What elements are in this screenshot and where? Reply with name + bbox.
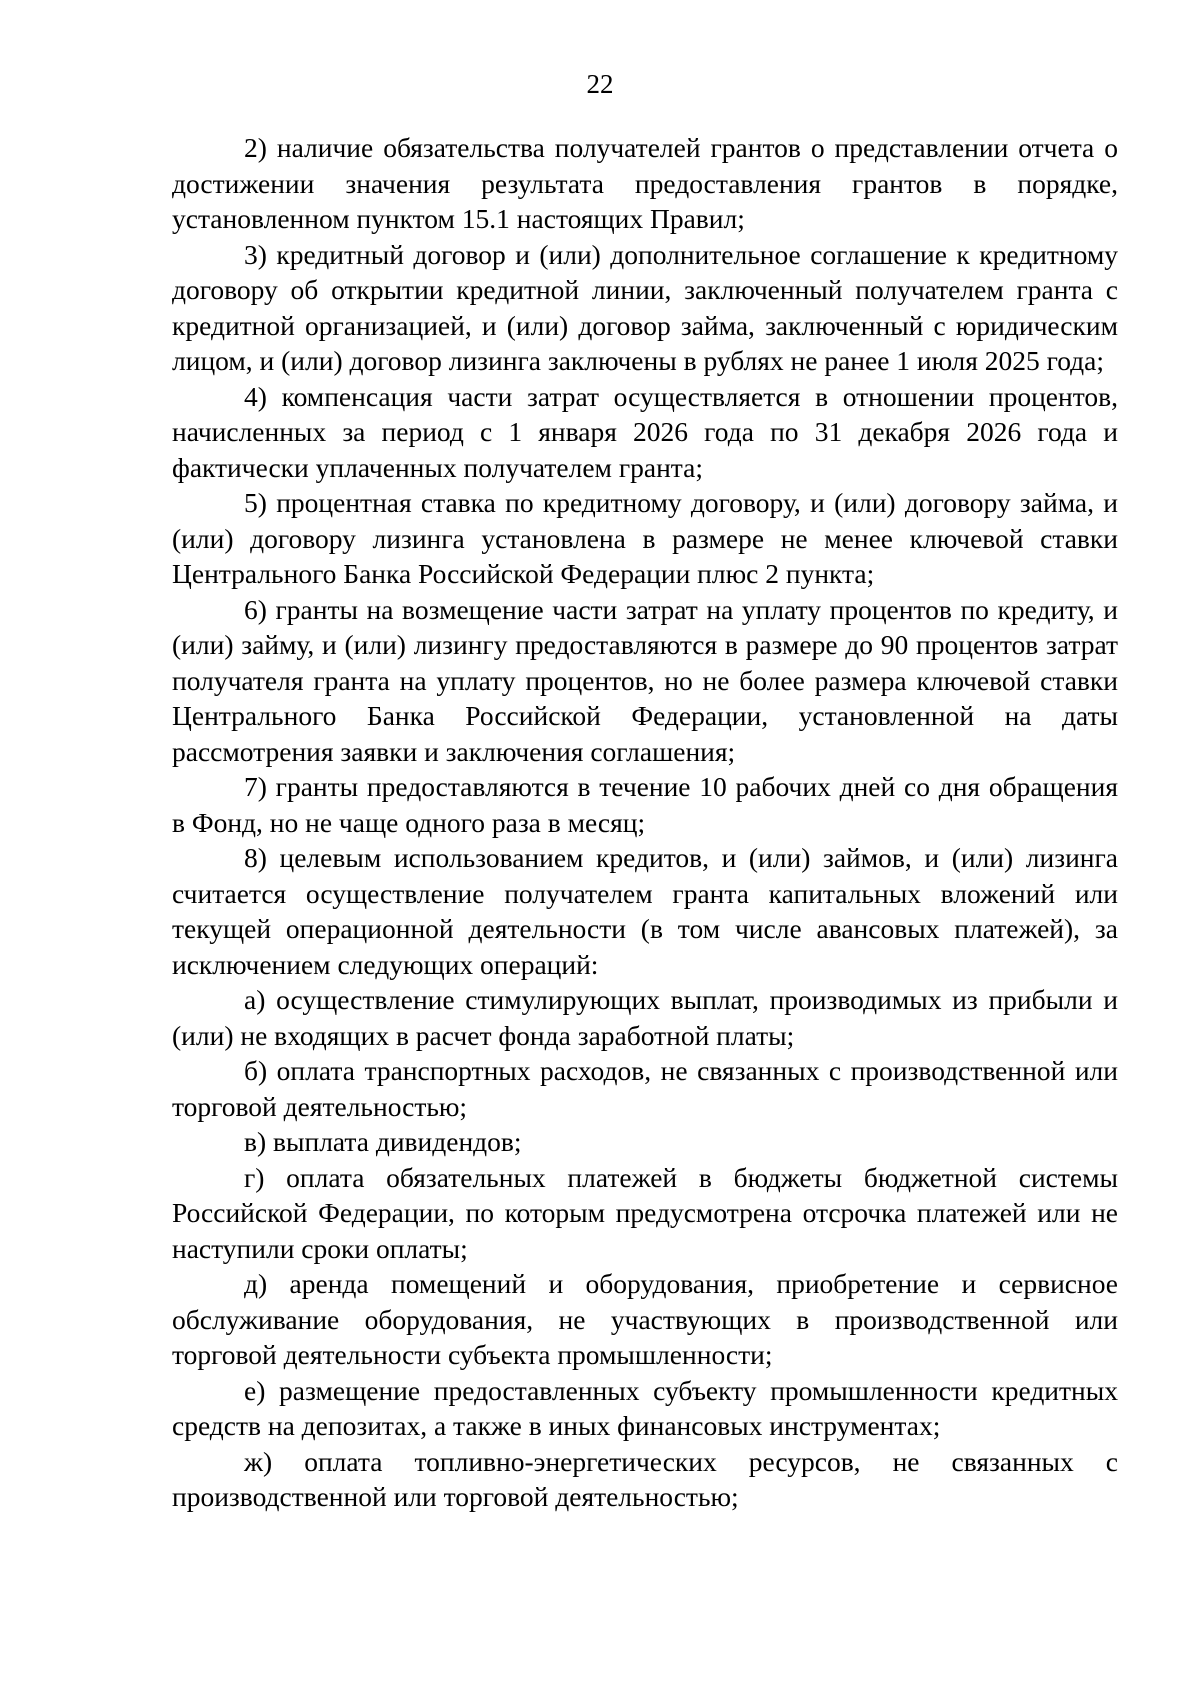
paragraph-item-5: 5) процентная ставка по кредитному договору, и (или) договору займа, и (или) договору лизинга установлена в размере не менее ключевой ставки Центрального Банка Российской Федерации плюс 2 пункта; [172,487,1118,589]
page-number: 22 [586,69,614,99]
paragraph-item-3: 3) кредитный договор и (или) дополнительное соглашение к кредитному договору об открытии кредитной линии, заключенный получателем гранта с кредитной организацией, и (или) договор займа, заключенный с юридическим лицом, и (или) договор лизинга заключены в рублях не ранее 1 июля 2025 года; [172,238,1118,376]
paragraph-item-8: 8) целевым использованием кредитов, и (или) займов, и (или) лизинга считается осуществление получателем гранта капитальных вложений или текущей операционной деятельности (в том числе авансовых платежей), за исключением следующих операций: [172,842,1118,980]
subparagraph-g: г) оплата обязательных платежей в бюджеты бюджетной системы Российской Федерации, по которым предусмотрена отсрочка платежей или не наступили сроки оплаты; [172,1161,1118,1264]
subparagraph-d: д) аренда помещений и оборудования, приобретение и сервисное обслуживание оборудования, не участвующих в производственной или торговой деятельности субъекта промышленности; [172,1268,1118,1370]
subparagraph-zh: ж) оплата топливно-энергетических ресурсов, не связанных с производственной или торговой деятельностью; [172,1445,1118,1512]
subparagraph-v: в) выплата дивидендов; [244,1126,522,1157]
subparagraph-b: б) оплата транспортных расходов, не связанных с производственной или торговой деятельностью; [172,1055,1118,1122]
paragraph-item-6: 6) гранты на возмещение части затрат на уплату процентов по кредиту, и (или) займу, и (или) лизингу предоставляются в размере до 90 процентов затрат получателя гранта на уплату процентов, но не более размера ключевой ставки Центрального Банка Российской Федерации, установленной на даты рассмотрения заявки и заключения соглашения; [172,593,1118,767]
document-body [172,130,1118,1515]
subparagraph-a: а) осуществление стимулирующих выплат, производимых из прибыли и (или) не входящих в расчет фонда заработной платы; [172,984,1118,1051]
paragraph-item-2: 2) наличие обязательства получателей грантов о представлении отчета о достижении значения результата предоставления грантов в порядке, установленном пунктом 15.1 настоящих Правил; [172,132,1118,234]
subparagraph-e: е) размещение предоставленных субъекту промышленности кредитных средств на депозитах, а также в иных финансовых инструментах; [172,1374,1118,1441]
paragraph-item-7: 7) гранты предоставляются в течение 10 рабочих дней со дня обращения в Фонд, но не чаще одного раза в месяц; [172,771,1118,838]
paragraph-item-4: 4) компенсация части затрат осуществляется в отношении процентов, начисленных за период с 1 января 2026 года по 31 декабря 2026 года и фактически уплаченных получателем гранта; [172,380,1118,483]
